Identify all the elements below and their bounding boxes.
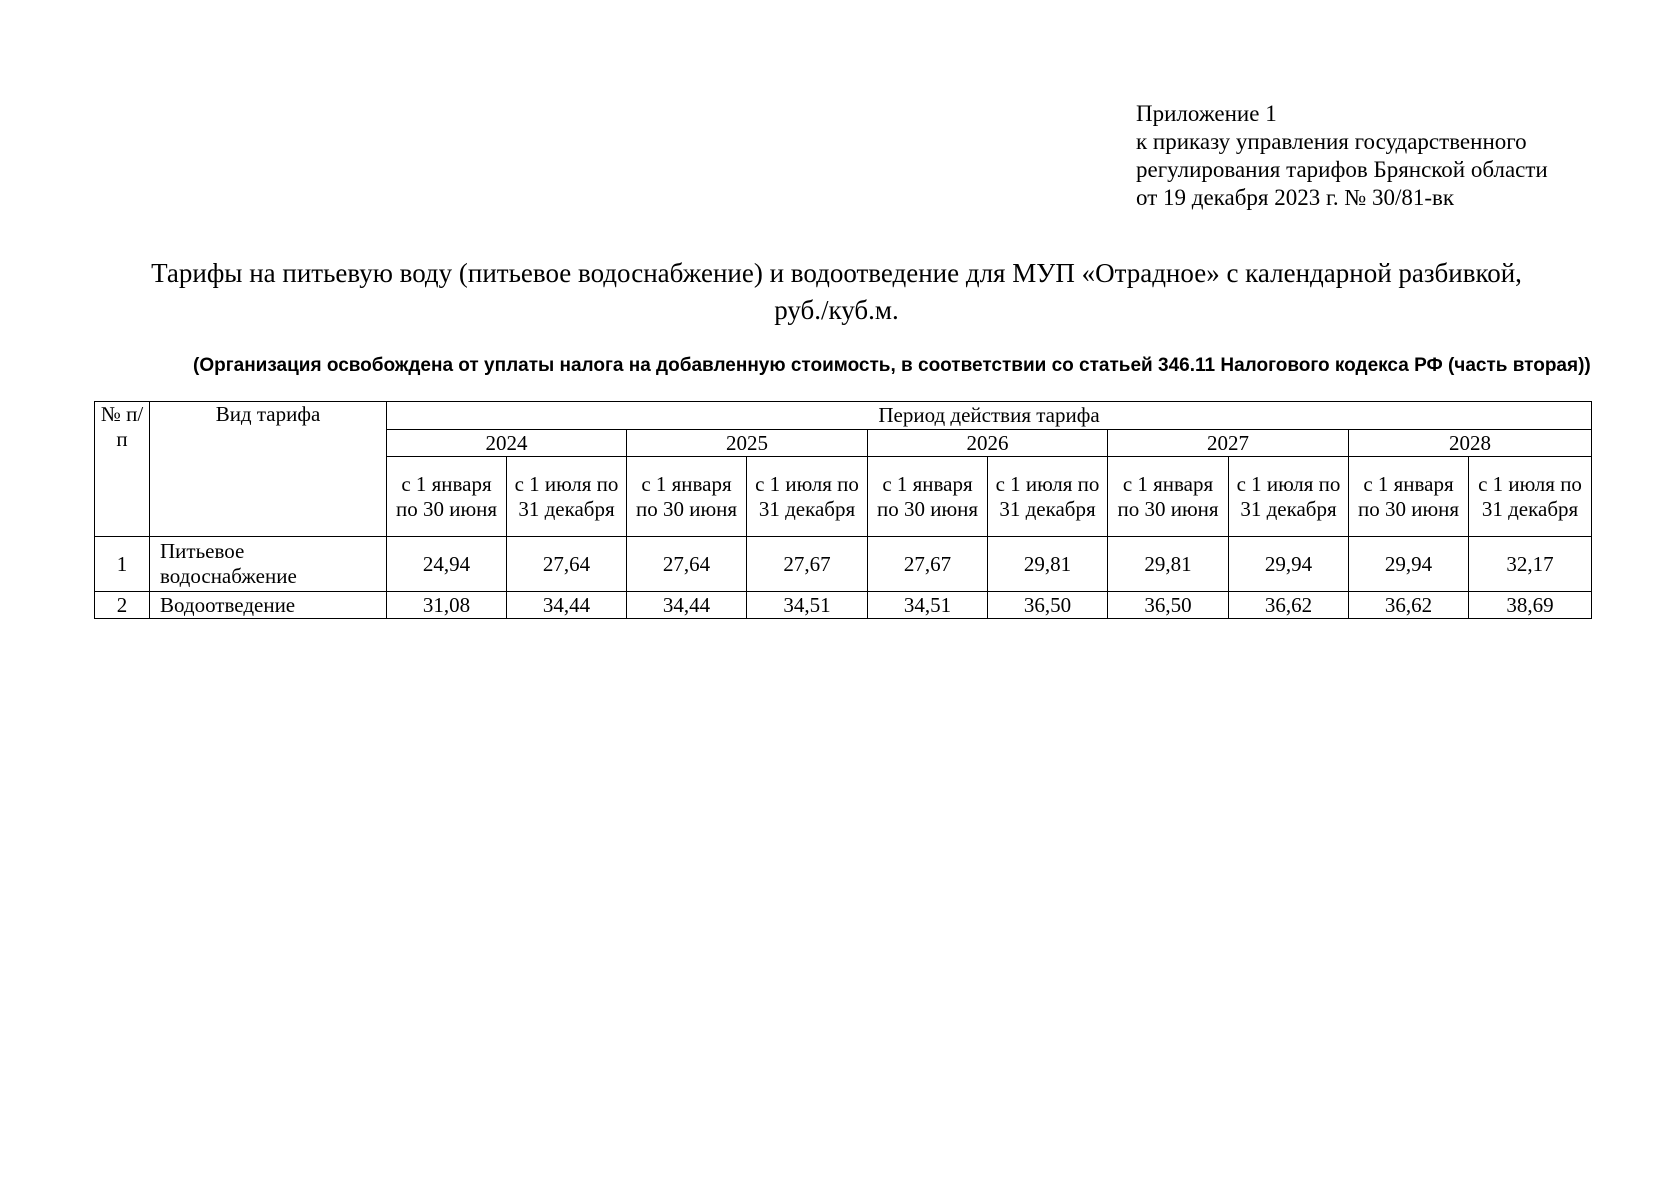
- appendix-line: от 19 декабря 2023 г. № 30/81-вк: [1136, 185, 1455, 210]
- header-first-half: с 1 января по 30 июня: [387, 457, 507, 537]
- header-year: 2027: [1108, 430, 1349, 457]
- tariff-value: 29,81: [988, 537, 1108, 592]
- tariff-value: 27,64: [507, 537, 627, 592]
- tariff-value: 29,94: [1229, 537, 1349, 592]
- header-tariff-type: Вид тарифа: [150, 402, 387, 537]
- header-year: 2026: [868, 430, 1108, 457]
- tariff-value: 36,50: [988, 592, 1108, 619]
- tariff-value: 36,62: [1229, 592, 1349, 619]
- header-year: 2024: [387, 430, 627, 457]
- header-first-half: с 1 января по 30 июня: [1349, 457, 1469, 537]
- header-first-half: с 1 января по 30 июня: [1108, 457, 1229, 537]
- header-second-half: с 1 июля по 31 декабря: [1469, 457, 1592, 537]
- header-first-half: с 1 января по 30 июня: [868, 457, 988, 537]
- tariff-value: 36,62: [1349, 592, 1469, 619]
- appendix-reference: [1136, 100, 1548, 212]
- tariff-value: 32,17: [1469, 537, 1592, 592]
- row-number: 2: [95, 592, 150, 619]
- appendix-line: к приказу управления государственного: [1136, 129, 1527, 154]
- tariff-value: 27,67: [747, 537, 868, 592]
- header-second-half: с 1 июля по 31 декабря: [747, 457, 868, 537]
- row-tariff-type: Водоотведение: [150, 592, 387, 619]
- tariff-value: 38,69: [1469, 592, 1592, 619]
- tariff-value: 34,44: [627, 592, 747, 619]
- tariff-value: 27,67: [868, 537, 988, 592]
- header-second-half: с 1 июля по 31 декабря: [988, 457, 1108, 537]
- tariff-value: 31,08: [387, 592, 507, 619]
- header-first-half: с 1 января по 30 июня: [627, 457, 747, 537]
- header-second-half: с 1 июля по 31 декабря: [507, 457, 627, 537]
- table-row: [95, 537, 1592, 592]
- tariff-value: 36,50: [1108, 592, 1229, 619]
- tariff-table: [94, 401, 1592, 619]
- header-year: 2025: [627, 430, 868, 457]
- tariff-value: 34,44: [507, 592, 627, 619]
- tariff-value: 34,51: [868, 592, 988, 619]
- header-period: Период действия тарифа: [387, 402, 1592, 430]
- row-number: 1: [95, 537, 150, 592]
- tariff-value: 29,81: [1108, 537, 1229, 592]
- header-second-half: с 1 июля по 31 декабря: [1229, 457, 1349, 537]
- tariff-value: 27,64: [627, 537, 747, 592]
- table-row: [95, 592, 1592, 619]
- header-number: № п/п: [95, 402, 150, 537]
- tariff-value: 34,51: [747, 592, 868, 619]
- row-tariff-type: Питьевое водоснабжение: [150, 537, 387, 592]
- tariff-value: 24,94: [387, 537, 507, 592]
- document-title: [60, 255, 1613, 329]
- appendix-line: Приложение 1: [1136, 101, 1277, 126]
- vat-note: (Организация освобождена от уплаты налога на добавленную стоимость, в соответствии со статьей 346.11 Налогового кодекса РФ (часть вторая)): [193, 355, 1591, 376]
- title-line: руб./куб.м.: [774, 295, 899, 325]
- header-year: 2028: [1349, 430, 1592, 457]
- tariff-value: 29,94: [1349, 537, 1469, 592]
- appendix-line: регулирования тарифов Брянской области: [1136, 157, 1548, 182]
- title-line: Тарифы на питьевую воду (питьевое водоснабжение) и водоотведение для МУП «Отрадное» с календарной разбивкой,: [151, 258, 1522, 288]
